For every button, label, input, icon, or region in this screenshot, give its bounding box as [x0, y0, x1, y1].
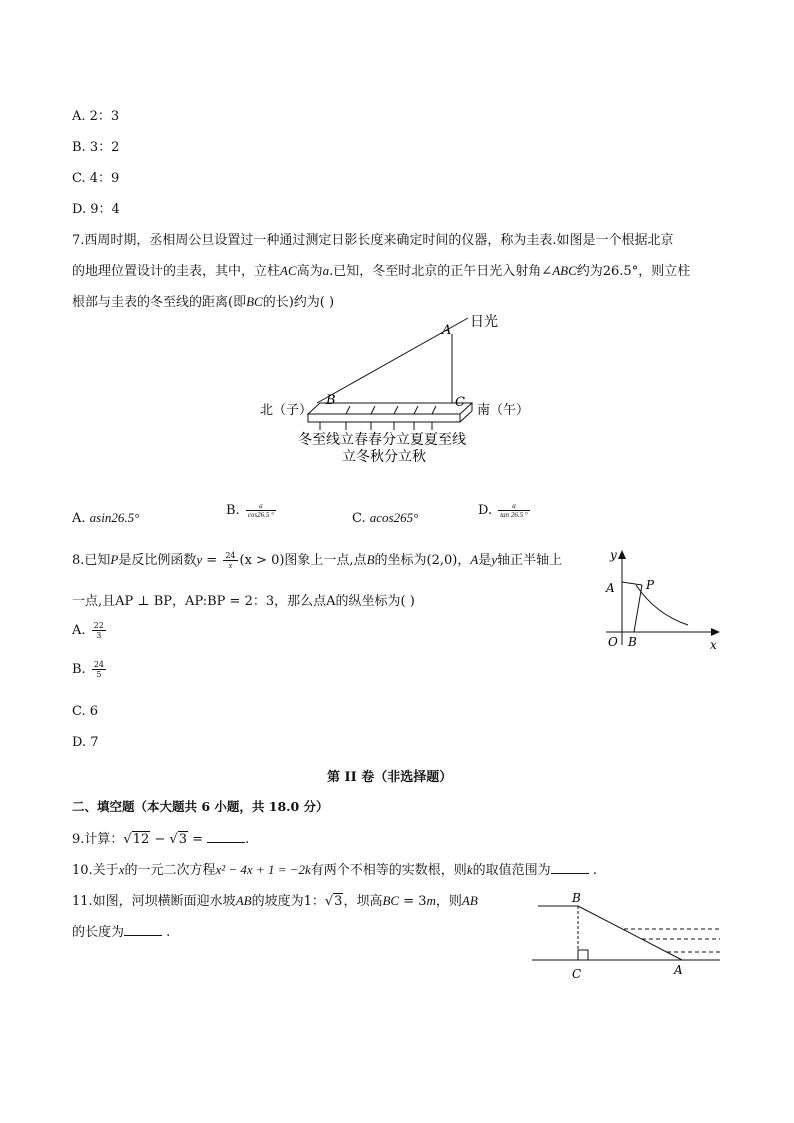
q7-option-d: D. $\frac{a}{\tan 26.5 ^\circ}$	[478, 502, 528, 519]
svg-text:C: C	[572, 967, 582, 981]
q7-option-b: B. $\frac{a}{\cos 26.5 ^\circ}$	[226, 502, 274, 519]
q7-option-a: A. asin26.5°	[72, 510, 140, 526]
q7-line-3: 根部与圭表的冬至线的距离(即BC的长)约为( )	[72, 294, 335, 310]
q10-answer-blank[interactable]	[551, 861, 589, 874]
hyperbola-curve	[636, 585, 688, 625]
slab-front	[308, 414, 460, 422]
svg-text:O: O	[608, 635, 618, 649]
q6-option-c: C. 4：9	[72, 171, 120, 186]
svg-text:P: P	[646, 578, 655, 592]
q7-gnomon-figure	[250, 310, 550, 470]
solar-terms-row-2: 立冬秋分立秋	[342, 449, 426, 465]
q8-line-2: 一点,且AP ⊥ BP，AP:BP = 2：3，那么点A的纵坐标为( )	[72, 594, 415, 609]
slope-ab	[578, 906, 682, 960]
label-north: 北（子）	[260, 403, 313, 418]
q8-option-a: A. $\frac{22}{3}$	[72, 621, 104, 640]
q8-line-1: 8.已知P是反比例函数y = $\frac{24}{x}$ (x > 0)图象上一点,点B的坐标为(2,0)，A是y轴正半轴上	[72, 551, 563, 570]
svg-text:y: y	[610, 548, 617, 562]
svg-text:B: B	[628, 635, 637, 649]
q7-option-c: C. acos265°	[352, 510, 419, 526]
q7-line-2: 的地理位置设计的圭表，其中，立柱AC高为a.已知，冬至时北京的正午日光入射角∠ABC约为26.5°，则立柱	[72, 263, 691, 279]
svg-text:B: B	[572, 891, 581, 905]
q8-option-d: D. 7	[72, 735, 99, 750]
svg-text:A: A	[674, 963, 683, 977]
q8-option-b: B. $\frac{24}{5}$	[72, 660, 105, 679]
label-b: B	[326, 393, 336, 408]
section2-heading: 二、填空题（本大题共 6 小题，共 18.0 分）	[72, 799, 329, 814]
svg-text:A: A	[606, 581, 615, 595]
label-south: 南（午）	[477, 403, 530, 418]
solar-terms-row-1: 冬至线立春春分立夏夏至线	[298, 432, 466, 448]
q6-option-b: B. 3：2	[72, 140, 120, 155]
q9-answer-blank[interactable]	[207, 830, 245, 843]
svg-text:x: x	[710, 638, 717, 652]
q8-option-c: C. 6	[72, 704, 99, 719]
q11-answer-blank[interactable]	[124, 923, 162, 936]
q8-figure	[596, 545, 726, 655]
q11-line-1: 11.如图，河坝横断面迎水坡AB的坡度为1：√3，坝高BC = 3m，则AB	[72, 893, 478, 909]
q7-line-1: 7.西周时期，丞相周公旦设置过一种通过测定日影长度来确定时间的仪器，称为圭表.如图是一个根据北京	[72, 233, 674, 248]
label-a: A	[442, 323, 452, 338]
part2-title: 第 II 卷（非选择题）	[327, 770, 453, 785]
label-c: C	[455, 395, 465, 410]
q11-dam-figure	[532, 888, 724, 988]
label-sunlight: 日光	[470, 314, 498, 330]
q11-line-2: 的长度为 .	[72, 925, 171, 940]
q6-option-a: A. 2：3	[72, 109, 120, 124]
q10: 10.关于x的一元二次方程x² − 4x + 1 = −2k有两个不相等的实数根，则k的取值范围为 .	[72, 862, 597, 878]
q9: 9.计算：√12 − √3 = .	[72, 832, 250, 847]
q6-option-d: D. 9：4	[72, 202, 120, 217]
